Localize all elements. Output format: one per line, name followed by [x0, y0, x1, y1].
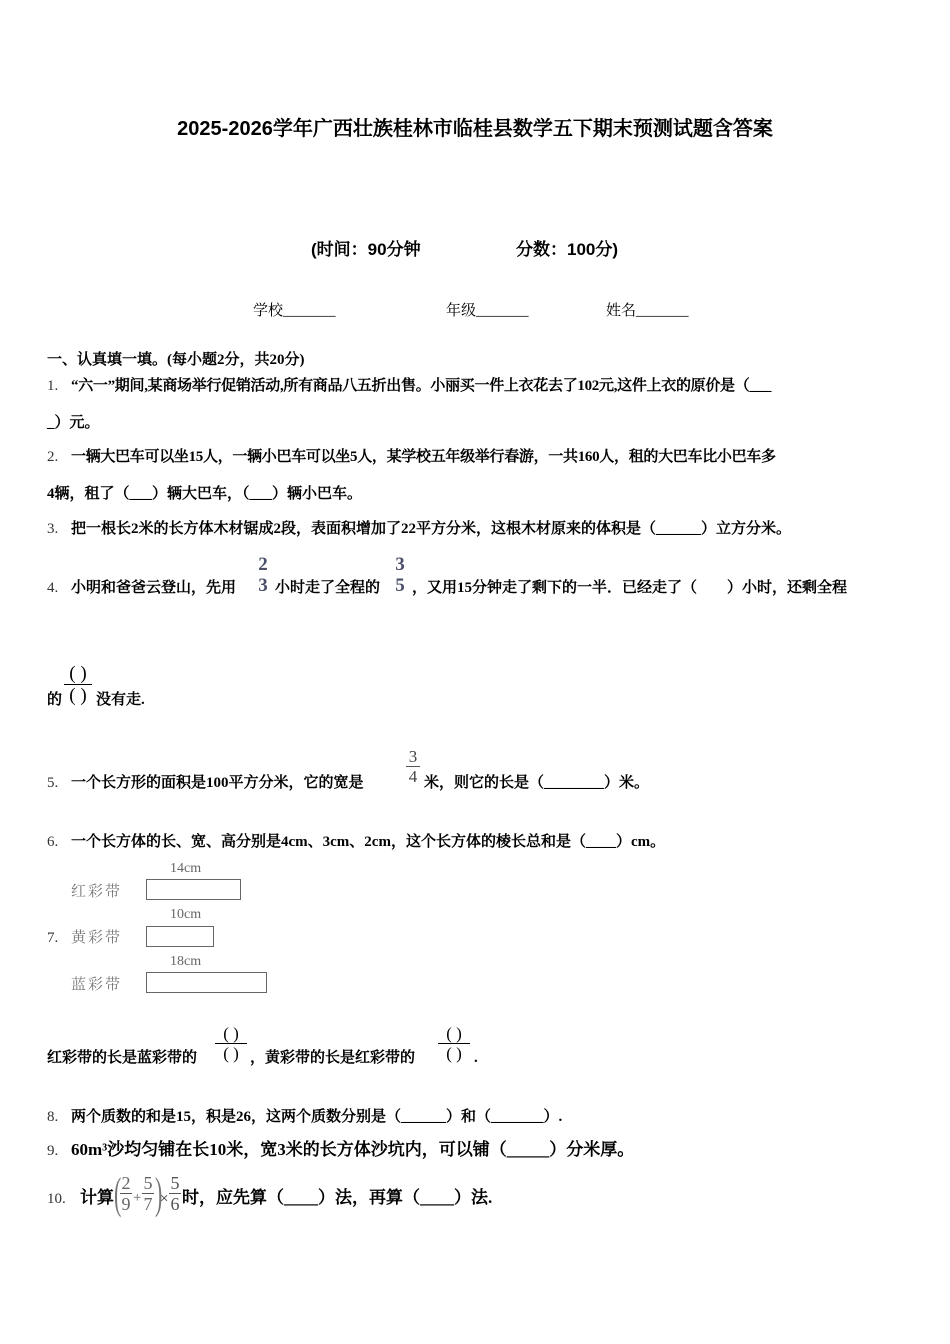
- q-number: 4.: [47, 580, 59, 596]
- q-text: 没有走.: [96, 692, 145, 708]
- q-text: _）元。: [47, 415, 100, 431]
- numerator: 3: [406, 748, 420, 767]
- q-text: “六一”期间,某商场举行促销活动,所有商品八五折出售。小丽买一件上衣花去了102元,这件上衣的原价是（___: [71, 378, 772, 394]
- fraction: [169, 1174, 181, 1213]
- fraction: [256, 555, 270, 595]
- q-text: 一个长方体的长、宽、高分别是4cm、3cm、2cm，这个长方体的棱长总和是（____）cm。: [71, 834, 666, 850]
- q-text: 一辆大巴车可以坐15人，一辆小巴车可以坐5人，某学校五年级举行春游，一共160人，租的大巴车比小巴车多: [71, 449, 776, 465]
- q-text: ，黄彩带的长是红彩带的: [250, 1050, 416, 1066]
- ribbon-bar-blue: [146, 972, 267, 993]
- q-text: 红彩带的长是蓝彩带的: [47, 1050, 198, 1066]
- ribbon-label-blue: 蓝彩带: [71, 975, 123, 993]
- q-text: .: [474, 1050, 478, 1066]
- q-text: 米，则它的长是（________）米。: [424, 775, 650, 791]
- document-title: 2025-2026学年广西壮族桂林市临桂县数学五下期末预测试题含答案: [177, 118, 773, 140]
- ribbon-length-red: 14cm: [170, 861, 202, 876]
- fraction: [406, 748, 420, 785]
- q-text: 60m³沙均匀铺在长10米，宽3米的长方体沙坑内，可以铺（_____）分米厚。: [71, 1140, 635, 1159]
- section-heading: 一、认真填一填。(每小题2分，共20分): [47, 352, 305, 368]
- time-info: (时间：90分钟: [311, 240, 421, 259]
- ribbon-length-blue: 18cm: [170, 954, 202, 969]
- q-number: 7.: [47, 930, 59, 946]
- numerator: 2: [121, 1173, 131, 1193]
- numerator: 3: [395, 554, 405, 575]
- right-paren: ): [155, 1169, 163, 1218]
- q-text: 把一根长2米的长方体木材锯成2段，表面积增加了22平方分米，这根木材原来的体积是（______）立方分米。: [71, 521, 792, 537]
- numerator: 5: [143, 1173, 153, 1193]
- school-field: 学校_______: [253, 303, 336, 319]
- denominator: 5: [395, 575, 405, 596]
- numerator: 2: [258, 554, 268, 575]
- denominator: 3: [258, 575, 268, 596]
- ribbon-length-yellow: 10cm: [170, 907, 202, 922]
- numerator: ( ): [64, 664, 92, 685]
- ribbon-bar-yellow: [146, 926, 214, 947]
- q-text: 小时走了全程的: [275, 580, 381, 596]
- name-field: 姓名_______: [606, 303, 689, 319]
- q-text: 一个长方形的面积是100平方分米，它的宽是: [71, 775, 364, 791]
- q-number: 6.: [47, 834, 59, 850]
- denominator: 9: [121, 1194, 131, 1214]
- times-sign: ×: [160, 1191, 169, 1207]
- q-number: 10.: [47, 1191, 66, 1207]
- q-number: 9.: [47, 1143, 59, 1159]
- denominator: 7: [143, 1194, 153, 1214]
- q-number: 3.: [47, 521, 59, 537]
- q-number: 1.: [47, 378, 59, 394]
- denominator: 4: [408, 767, 418, 786]
- denominator: ( ): [69, 685, 87, 706]
- blank-fraction: [438, 1025, 470, 1062]
- q-number: 8.: [47, 1109, 59, 1125]
- numerator: ( ): [215, 1025, 247, 1044]
- q-number: 5.: [47, 775, 59, 791]
- left-paren: (: [114, 1169, 122, 1218]
- ribbon-label-yellow: 黄彩带: [71, 928, 123, 946]
- q-text: 时，应先算（____）法，再算（____）法.: [182, 1188, 493, 1207]
- fraction: [142, 1174, 154, 1213]
- q-text: 小明和爸爸云登山，先用: [71, 580, 237, 596]
- ribbon-label-red: 红彩带: [71, 882, 123, 900]
- blank-fraction: [215, 1025, 247, 1062]
- q-text: ，又用15分钟走了剩下的一半．已经走了（ ）小时，还剩全程: [412, 580, 848, 596]
- score-info: 分数：100分): [516, 240, 619, 259]
- denominator: ( ): [446, 1044, 462, 1063]
- numerator: ( ): [438, 1025, 470, 1044]
- denominator: 6: [170, 1194, 180, 1214]
- q-text: 4辆，租了（___）辆大巴车，（___）辆小巴车。: [47, 486, 363, 502]
- plus-sign: +: [133, 1190, 142, 1206]
- numerator: 5: [170, 1173, 180, 1193]
- q-text: 计算: [80, 1188, 114, 1207]
- fraction: [393, 555, 407, 595]
- denominator: ( ): [223, 1044, 239, 1063]
- q-text: 的: [47, 692, 63, 708]
- grade-field: 年级_______: [446, 303, 529, 319]
- q-text: 两个质数的和是15，积是26，这两个质数分别是（______）和（_______）.: [71, 1109, 563, 1125]
- ribbon-bar-red: [146, 879, 241, 900]
- q-number: 2.: [47, 449, 59, 465]
- fraction: [120, 1174, 132, 1213]
- blank-fraction: [64, 664, 92, 705]
